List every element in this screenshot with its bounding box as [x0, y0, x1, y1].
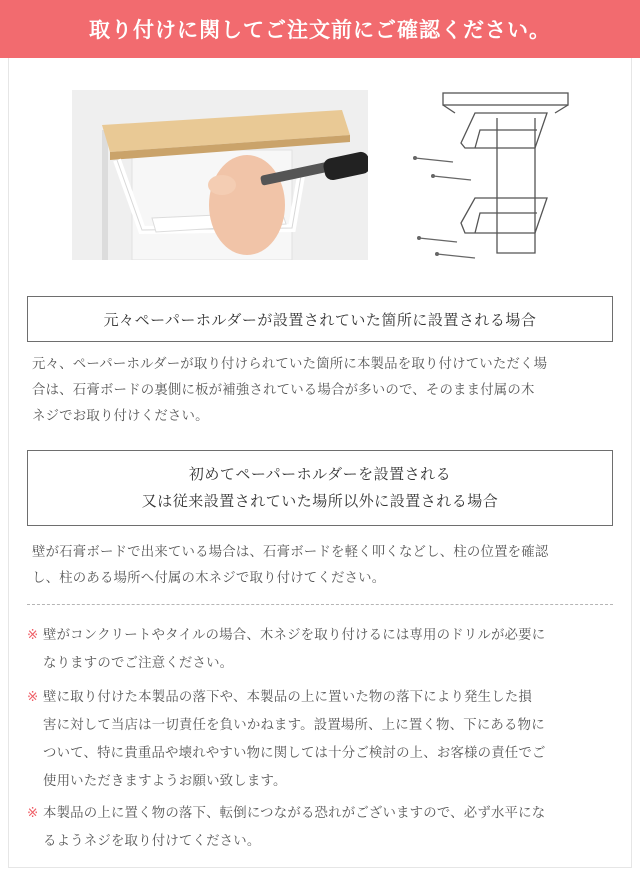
note-line: 本製品の上に置く物の落下、転倒につながる恐れがございますので、必ず水平にな — [43, 806, 546, 821]
section2-heading-line1: 初めてペーパーホルダーを設置される — [188, 465, 452, 483]
section2-heading-box — [27, 450, 613, 526]
note-liability — [27, 684, 617, 796]
install-diagram-illustration — [405, 88, 570, 263]
section2-line: し、柱のある場所へ付属の木ネジで取り付けてください。 — [32, 571, 386, 586]
section2-body — [32, 540, 614, 592]
note-line: ついて、特に貴重品や壊れやすい物に関しては十分ご検討の上、お客様の責任でご — [43, 746, 546, 761]
section1-heading-box — [27, 296, 613, 342]
section2-line: 壁が石膏ボードで出来ている場合は、石膏ボードを軽く叩くなどし、柱の位置を確認 — [32, 545, 549, 560]
header-title: 取り付けに関してご注文前にご確認ください。 — [89, 18, 551, 42]
note-line: なりますのでご注意ください。 — [43, 656, 234, 671]
page-header — [0, 0, 640, 58]
install-photo-illustration — [72, 90, 368, 260]
note-mark: ※ — [27, 628, 39, 643]
note-line: 使用いただきますようお願い致します。 — [43, 774, 287, 789]
dashed-divider — [27, 604, 613, 605]
note-line: るようネジを取り付けてください。 — [43, 834, 261, 849]
note-line: 壁に取り付けた本製品の落下や、本製品の上に置いた物の落下により発生した損 — [43, 690, 532, 705]
note-concrete — [27, 622, 617, 678]
section1-body — [32, 352, 614, 430]
section2-heading-line2: 又は従来設置されていた場所以外に設置される場合 — [141, 492, 499, 510]
install-photo — [72, 90, 368, 260]
section1-line: 元々、ペーパーホルダーが取り付けられていた箇所に本製品を取り付けていただく場 — [32, 357, 548, 372]
note-mark: ※ — [27, 690, 39, 705]
section1-line: 合は、石膏ボードの裏側に板が補強されている場合が多いので、そのまま付属の木 — [32, 383, 535, 398]
section1-heading: 元々ペーパーホルダーが設置されていた箇所に設置される場合 — [103, 310, 537, 329]
install-diagram — [405, 88, 570, 263]
note-line: 壁がコンクリートやタイルの場合、木ネジを取り付けるには専用のドリルが必要に — [43, 628, 546, 643]
note-line: 害に対して当店は一切責任を負いかねます。設置場所、上に置く物、下にある物に — [43, 718, 545, 733]
note-mark: ※ — [27, 806, 39, 821]
note-level — [27, 800, 617, 856]
section1-line: ネジでお取り付けください。 — [32, 409, 209, 424]
